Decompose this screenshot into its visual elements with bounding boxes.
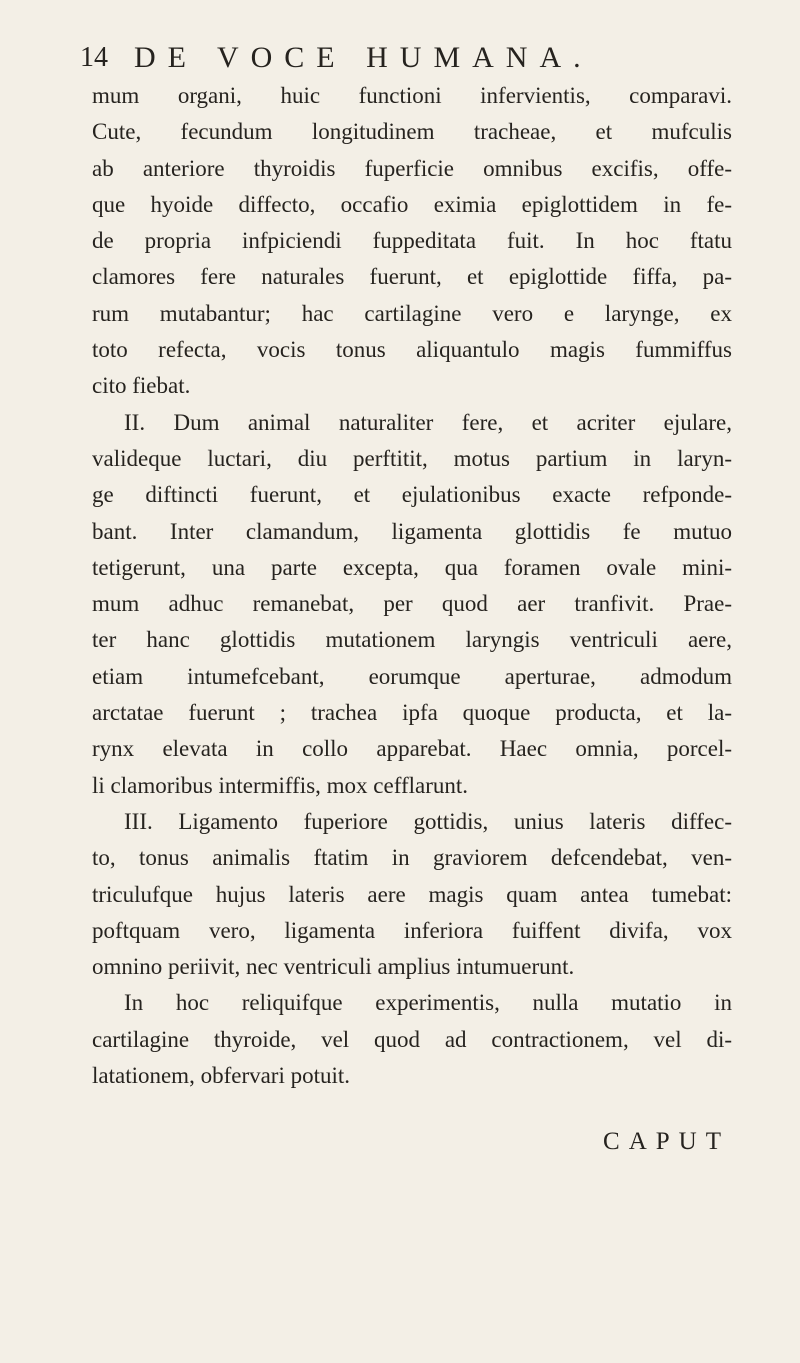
text-line: triculufque hujus lateris aere magis quam antea tumebat: [92, 881, 732, 907]
text-line: omnino periivit, nec ventriculi amplius intumuerunt. [92, 954, 575, 980]
page-header [80, 38, 760, 78]
text-line: rum mutabantur; hac cartilagine vero e larynge, ex [92, 300, 732, 326]
paragraph-start-line: III. Ligamento fuperiore gottidis, unius lateris diffec- [124, 808, 732, 834]
running-head: DE VOCE HUMANA. [134, 41, 593, 74]
text-line: li clamoribus intermiffis, mox cefflarunt. [92, 772, 469, 798]
text-line: Cute, fecundum longitudinem tracheae, et mufculis [92, 119, 732, 145]
text-line: mum organi, huic functioni infervientis, comparavi. [92, 83, 732, 108]
catchword: CAPUT [603, 1128, 730, 1155]
text-line: etiam intumefcebant, eorumque aperturae, admodum [92, 663, 732, 689]
body-text [92, 78, 732, 1094]
text-line: tetigerunt, una parte excepta, qua foramen ovale mini- [92, 554, 732, 580]
text-line: latationem, obfervari potuit. [92, 1063, 351, 1089]
text-line: ter hanc glottidis mutationem laryngis ventriculi aere, [92, 627, 732, 653]
text-line: rynx elevata in collo apparebat. Haec omnia, porcel- [92, 736, 732, 762]
text-line: poftquam vero, ligamenta inferiora fuiffent divifa, vox [92, 917, 732, 943]
text-line: mum adhuc remanebat, per quod aer tranfivit. Prae- [92, 591, 732, 617]
page-number: 14 [80, 42, 108, 73]
text-line: de propria infpiciendi fuppeditata fuit. In hoc ftatu [92, 228, 732, 254]
text-line: cartilagine thyroide, vel quod ad contractionem, vel di- [92, 1026, 732, 1052]
text-line: to, tonus animalis ftatim in graviorem defcendebat, ven- [92, 845, 732, 871]
text-line: que hyoide diffecto, occafio eximia epiglottidem in fe- [92, 191, 732, 217]
text-line: ge diftincti fuerunt, et ejulationibus exacte refponde- [92, 482, 732, 508]
text-line: cito fiebat. [92, 373, 191, 399]
text-line: ab anteriore thyroidis fuperficie omnibus excifis, offe- [92, 155, 732, 181]
text-line: clamores fere naturales fuerunt, et epiglottide fiffa, pa- [92, 264, 732, 290]
text-line: arctatae fuerunt ; trachea ipfa quoque producta, et la- [92, 700, 732, 726]
paragraph-start-line: II. Dum animal naturaliter fere, et acriter ejulare, [124, 409, 732, 435]
text-line: bant. Inter clamandum, ligamenta glottidis fe mutuo [92, 518, 732, 544]
text-line: valideque luctari, diu perftitit, motus partium in laryn- [92, 445, 732, 471]
paragraph-start-line: In hoc reliquifque experimentis, nulla mutatio in [124, 990, 732, 1016]
text-line: toto refecta, vocis tonus aliquantulo magis fummiffus [92, 337, 732, 363]
